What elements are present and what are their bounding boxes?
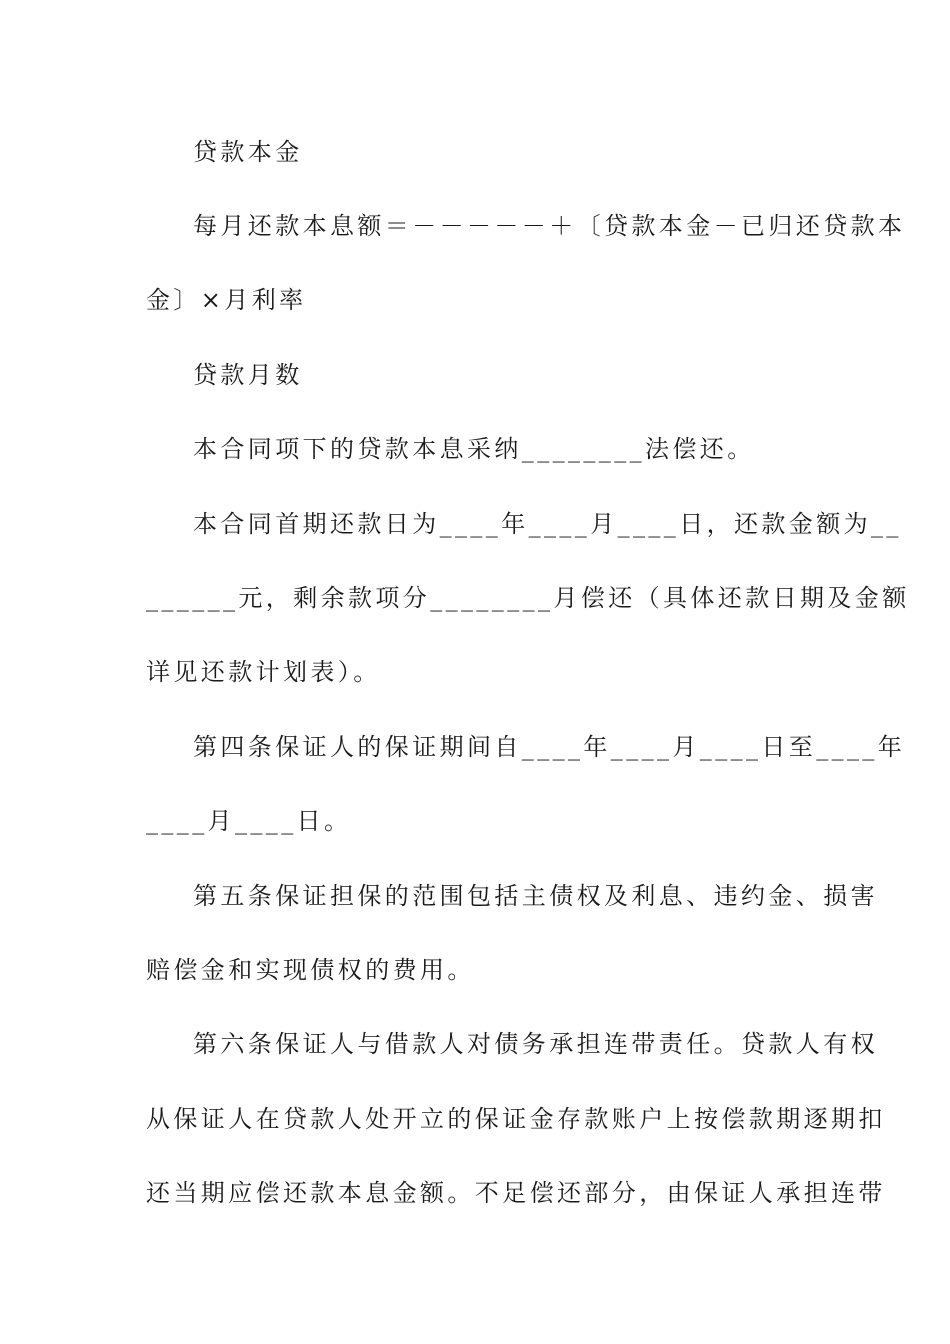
article-4-paragraph-line-2: ____月____日。: [146, 807, 352, 835]
article-6-paragraph-line-2: 从保证人在贷款人处开立的保证金存款账户上按偿款期逐期扣: [146, 1105, 886, 1133]
article-6-paragraph: 第六条保证人与借款人对债务承担连带责任。贷款人有权: [193, 1030, 878, 1058]
first-repayment-paragraph-line-3: 详见还款计划表）。: [146, 658, 381, 686]
article-4-paragraph: 第四条保证人的保证期间自____年____月____日至____年: [193, 733, 906, 761]
monthly-payment-formula-continued: 金〕×月利率: [146, 286, 307, 314]
article-6-paragraph-line-3: 还当期应偿还款本息金额。不足偿还部分，由保证人承担连带: [146, 1179, 886, 1207]
formula-numerator-text: 贷款本金: [193, 138, 303, 166]
repayment-method-paragraph: 本合同项下的贷款本息采纳________法偿还。: [193, 435, 755, 463]
monthly-payment-formula: 每月还款本息额＝－－－－－＋〔贷款本金－已归还贷款本: [193, 212, 906, 240]
first-repayment-paragraph-line-2: ______元，剩余款项分________月偿还（具体还款日期及金额: [146, 584, 910, 612]
article-5-paragraph: 第五条保证担保的范围包括主债权及利息、违约金、损害: [193, 882, 878, 910]
article-5-paragraph-line-2: 赔偿金和实现债权的费用。: [146, 956, 475, 984]
first-repayment-paragraph: 本合同首期还款日为____年____月____日，还款金额为__: [193, 510, 902, 538]
formula-denominator-text: 贷款月数: [193, 361, 303, 389]
